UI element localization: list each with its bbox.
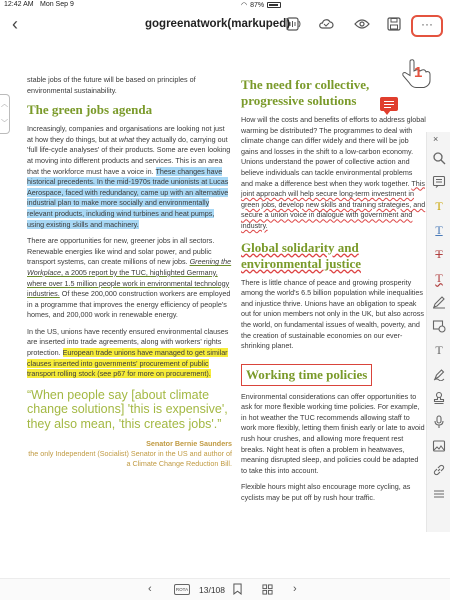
status-date: Mon Sep 9 [40,1,74,8]
paragraph-global-solidarity: There is little chance of peace and growing prosperity among the world's 6.5 billion population while inequalities and injustice thrive. Unions have an obligation to speak out for union members not only in the UK, but also across the world, on fundamental issues of wealth, poverty, and the creation of sustainable economies on our ever-shrinking planet. [241,277,424,351]
right-column [241,77,426,510]
text-run: they actually do, carrying out 'full life-cycle analyses' of their products. Some are even looking at moving into different products and services. This is an area that the workforce must have a voice in. [27,134,231,176]
shape-icon[interactable] [431,318,447,334]
paragraph-green-jobs-3 [27,327,232,380]
attribution-name: Senator Bernie Saunders [146,439,232,449]
chevron-down-icon[interactable]: ﹀ [1,120,8,127]
strikeout-text-icon[interactable]: T [435,246,443,261]
text-box-icon[interactable]: T [435,342,443,357]
bookmark-icon[interactable] [233,583,242,598]
document-title: gogreenatwork(markuped) [145,18,291,30]
left-column [27,75,232,469]
paragraph-green-jobs-1 [27,124,232,230]
paragraph-working-time: Environmental considerations can offer opportunities to ask for more flexible working time policies. For example, in hot weather the TUC recommends allowing staff to work more flexibly, letting them finish early or late to avoid rush hour crushes, and allowing more frequent rest breaks. Night heat is often a problem in heatwaves, meaning disrupted sleep, and policies could be adapted to take this into account. [241,391,425,475]
thumbnails-grid-icon[interactable] [262,584,273,598]
page-indicator[interactable]: 13/108 [199,585,225,595]
underline-text-icon[interactable]: T [435,222,443,237]
step-number: 1 [414,64,423,81]
next-page-button[interactable]: › [293,583,297,595]
wifi-icon: ◠ [241,2,248,9]
red-box-annotation[interactable]: Working time policies [241,364,372,386]
stamp-icon[interactable] [431,390,447,406]
yellow-highlight[interactable]: European trade unions have managed to get similar clauses inserted into governments' procurement of public transport rolling stock (see p67 for more on procurement). [27,348,228,379]
heading-green-jobs: The green jobs agenda [27,102,153,118]
wavy-underline[interactable]: This joint approach will help secure long-term investment in green jobs, develop new skills and training strategies, and secure a union voice in dialogue with government and industry. [241,178,426,230]
intro-paragraph: stable jobs of the future will be based on principles of environmental sustainability. [27,75,196,95]
attribution-description: the only Independent (Socialist) Senator in the US and author of a Climate Change Reduction Bill. [28,449,232,469]
view-mode-icon[interactable] [354,17,370,31]
bottom-navigation-bar [0,578,450,600]
annotation-tool-palette [426,132,450,532]
close-palette-button[interactable]: × [433,134,439,144]
green-underline[interactable]: , a 2005 report by the TUC, highlighted Germany, where over 1.5 million people work in environmental technology industries. [27,267,230,299]
status-bar [0,0,450,11]
pen-icon[interactable] [431,294,447,310]
heading-working-time [241,362,426,386]
heading-collective-solutions: The need for collective, progressive solutions [241,77,370,108]
note-icon[interactable] [431,174,447,190]
paragraph-cycling: Flexible hours might also encourage more cycling, as cyclists may be put off by rush hour traffic. [241,482,411,503]
image-icon[interactable] [431,438,447,454]
text-run: In the US, unions have recently ensured environmental clauses are inserted into trade agreements, along with workers' rights protection. [27,326,229,358]
rotate-button[interactable]: ROTA [174,584,190,595]
paragraph-collective [241,115,426,232]
chevron-up-icon[interactable]: ︿ [1,101,8,108]
heading-global-solidarity[interactable]: Global solidarity and environmental justice [241,239,361,271]
more-options-button[interactable]: ··· [411,15,443,37]
status-right [241,1,426,9]
text-run: Increasingly, companies and organisations are looking not just at how they do things, but at [27,124,225,144]
squiggly-text-icon[interactable]: T [435,270,443,285]
search-icon[interactable] [431,150,447,166]
text-run: There are opportunities for new, greener jobs in all sectors. Renewable energies like wind and solar power, and public transport systems, can create millions of new jobs. [27,236,215,267]
paragraph-green-jobs-2 [27,236,232,321]
top-toolbar [0,11,450,39]
text-run: Of these 200,000 construction workers are employed in a programme that improves the energy efficiency of people's homes, and 200,000 work in renewable energy. [27,289,231,320]
save-icon[interactable] [386,17,402,31]
link-icon[interactable] [431,462,447,478]
back-button[interactable]: ‹ [12,14,18,34]
battery-icon [267,2,281,8]
status-time: 12:42 AM [4,1,34,8]
read-aloud-icon[interactable] [286,17,302,31]
page-scroll-control[interactable] [0,94,10,134]
text-run: How will the costs and benefits of efforts to address global warming be distributed? The programmes to deal with climate change can differ widely and there will be job gains and losses in the shift to a low-carbon economy. Unions understand the power of collective action and believe individuals can tackle environmental problems and make a difference best when they work together. [241,115,426,188]
pull-quote: “When people say [about climate change solutions] 'this is expensive', they also mean, 'this creates jobs'.” [27,387,228,431]
underlined-italic[interactable]: Greening the Workplace [27,257,232,277]
highlight-text-icon[interactable]: T [435,198,443,213]
previous-page-button[interactable]: ‹ [148,583,152,595]
menu-lines-icon[interactable] [431,486,447,502]
text-run-italic: what [118,134,135,144]
cloud-sync-icon[interactable] [318,17,334,31]
microphone-icon[interactable] [431,414,447,430]
quote-attribution [27,439,232,469]
blue-highlight[interactable]: These changes have historical precedents. In the mid-1970s trade unionists at Lucas Aerospace, faced with redundancy, came up with an alternative industrial plan to make more socially and environmentally relevant products, including wind turbines and heat pumps, using existing skills and machinery. [27,166,229,229]
signature-icon[interactable] [431,366,447,382]
battery-percent: 87% [250,1,265,9]
